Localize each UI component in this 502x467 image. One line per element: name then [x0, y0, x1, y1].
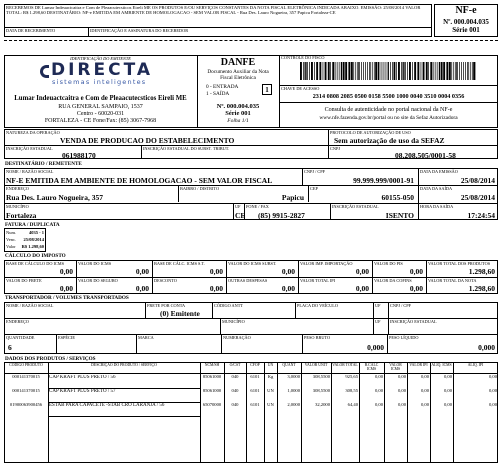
column-header: CFOP — [250, 363, 260, 367]
tax-label: VALOR DO PIS — [374, 260, 403, 266]
table-cell: 3,0000 — [287, 375, 300, 379]
nature-label: NATUREZA DA OPERAÇÃO — [6, 129, 60, 135]
column-header: ALÍQ. ICMS — [431, 363, 452, 367]
tax-label: OUTRAS DESPESAS — [228, 277, 268, 283]
table-cell: 85061000 — [202, 389, 222, 393]
invoice-section-title: FATURA / DUPLICATA — [5, 221, 60, 228]
fisco-control-label: CONTROLE DO FISCO — [281, 55, 325, 60]
tax-value: 0,00 — [355, 267, 369, 276]
invoice-due: 25/08/2014 — [23, 237, 44, 242]
exit-date-label: DATA DA SAÍDA — [420, 185, 453, 191]
tax-label: BASE DE CÁLCULO DO ICMS — [6, 260, 65, 266]
column-header: ALÍQ. IPI — [467, 363, 484, 367]
invoice-value-label: Valor — [6, 244, 16, 249]
column-header: UN — [267, 363, 274, 367]
carrier-cnpj-label: CNPJ / CPF — [390, 302, 412, 308]
cnpj-label: CNPJ — [330, 145, 341, 151]
tax-value: 0,00 — [135, 284, 149, 293]
tax-value: 1.298,60 — [468, 267, 495, 276]
table-cell: 01900063900456 — [9, 403, 43, 407]
danfe-number: Nº. 000.004.035 — [216, 103, 260, 110]
invoice-num-label: Num. — [6, 230, 17, 235]
protocol-value: Sem autorização de uso da SEFAZ — [334, 136, 445, 145]
receipt-nfe-series: Série 001 — [452, 26, 480, 34]
tax-label: VALOR TOTAL DOS PRODUTOS — [428, 260, 491, 266]
table-cell: Kg — [267, 375, 274, 379]
recipient-phone: (85) 9915-2827 — [258, 210, 305, 220]
table-cell: 040 — [231, 389, 239, 393]
quantity-label: QUANTIDADE — [6, 334, 35, 340]
recipient-uf: CE — [235, 210, 246, 220]
exit-hour-label: HORA DA SAÍDA — [420, 203, 454, 209]
column-header: VALOR IPI — [409, 363, 428, 367]
danfe-saida: 1 - SAÍDA — [206, 91, 230, 97]
receipt-nfe-number: Nº. 000.004.035 — [443, 18, 489, 26]
tax-label: BASE DE CÁLC. ICMS S.T. — [154, 260, 205, 266]
ie-label: INSCRIÇÃO ESTADUAL — [6, 145, 53, 151]
plate-label: PLACA DO VEÍCULO — [297, 302, 338, 308]
table-cell: 0,00 — [420, 403, 429, 407]
invoice-due-label: Venc. — [6, 237, 17, 242]
freight-value: (0) Emitente — [160, 308, 200, 318]
access-key-label: CHAVE DE ACESSO — [281, 85, 320, 91]
tax-value: 0,00 — [409, 284, 423, 293]
receipt-date-label: DATA DE RECEBIMENTO — [6, 27, 56, 33]
tax-value: 0,00 — [59, 267, 73, 276]
column-header: VALOR TOTAL — [332, 363, 358, 367]
table-cell: 32,2000 — [315, 403, 330, 407]
protocol-label: PROTOCOLO DE AUTORIZAÇÃO DE USO — [330, 129, 411, 135]
tax-label: VALOR DO FRETE — [6, 277, 42, 283]
recipient-name-label: NOME / RAZÃO SOCIAL — [6, 168, 54, 174]
quantity-value: 6 — [8, 342, 12, 352]
receipt-text: RECEBEMOS DE Lumar Indeuactcaitra e Com de Pleaacutecsticos Eireli ME OS PRODUTOS E/OU SERVIÇOS CONSTANTES DA NOTA FISCAL ELETRÔNICA INDICADA ABAIXO. EMISSÃO: 25/08/2014 VALOR TOTAL: R$ 1.298,60 DESTINATÁRIO: NF-e EMITIDA EM AMBIENTE DE HOMOLOGACAO - SEM VALOR FISCAL - Rua Des. Lauro Nogueira, 357 Papicu Fortaleza-CE — [6, 5, 421, 16]
recipient-district: Papicu — [281, 193, 304, 202]
table-cell: 65070000 — [202, 403, 222, 407]
column-header: B.CÁLC ICMS — [364, 363, 379, 371]
table-cell: 040 — [231, 375, 239, 379]
table-cell: 0,00 — [374, 375, 383, 379]
brand-label: MARCA — [138, 334, 154, 340]
exit-date: 25/08/2014 — [460, 193, 495, 202]
recipient-phone-label: FONE / FAX — [246, 203, 269, 209]
iest-label: INSCRIÇÃO ESTADUAL DO SUBST. TRIBUT. — [143, 145, 230, 151]
table-cell: 0,00 — [488, 389, 497, 393]
recipient-ie: ISENTO — [385, 210, 414, 220]
ie-value: 061988170 — [62, 150, 96, 160]
danfe-entrada: 0 - ENTRADA — [206, 84, 239, 90]
nature-value: VENDA DE PRODUCAO DO ESTABELECIMENTO — [60, 136, 235, 145]
table-cell: 000141370015 — [12, 389, 40, 393]
recipient-city-label: MUNICÍPIO — [6, 203, 29, 209]
tax-value: 0,00 — [281, 284, 295, 293]
table-cell: 1,0000 — [287, 389, 300, 393]
table-cell: 0,00 — [443, 403, 452, 407]
gross-weight-label: PESO BRUTO — [304, 334, 331, 340]
tax-section-title: CÁLCULO DO IMPOSTO — [5, 253, 66, 259]
carrier-name-label: NOME / RAZÃO SOCIAL — [6, 302, 54, 308]
antt-label: CÓDIGO ANTT — [214, 302, 244, 308]
tax-label: DESCONTO — [154, 277, 177, 283]
table-cell: 6101 — [250, 403, 260, 407]
emission-date: 25/08/2014 — [460, 176, 495, 185]
danfe-series: Série 001 — [225, 110, 251, 117]
table-cell: 85061000 — [202, 375, 222, 379]
recipient-ie-label: INSCRIÇÃO ESTADUAL — [332, 203, 379, 209]
logo-mark-icon — [40, 65, 49, 78]
table-cell: 6101 — [250, 375, 260, 379]
recipient-address-label: ENDEREÇO — [6, 185, 29, 191]
access-key: 2314 0808 2085 0500 0158 5500 1000 0040 3510 0004 0356 — [312, 93, 465, 100]
recipient-uf-label: UF — [235, 203, 241, 209]
tax-value: 0,00 — [355, 284, 369, 293]
table-cell: 0,00 — [488, 375, 497, 379]
recipient-cep: 60155-050 — [381, 193, 414, 202]
recipient-district-label: BAIRRO / DISTRITO — [180, 185, 220, 191]
tax-label: VALOR DO SEGURO — [78, 277, 118, 283]
carrier-ie-label: INSCRIÇÃO ESTADUAL — [390, 318, 437, 324]
carrier-uf-label: UF — [375, 302, 381, 308]
column-header: VALOR ICMS — [389, 363, 402, 371]
danfe-type-box: 1 — [262, 84, 272, 95]
tax-value: 0,00 — [59, 284, 73, 293]
carrier-uf-label-2: UF — [375, 318, 381, 324]
column-header: NCM/SH — [204, 363, 220, 367]
tax-label: VALOR IMP. IMPORTAÇÃO — [300, 260, 353, 266]
column-header: CÓDIGO PRODUTO — [9, 363, 43, 367]
logo-text: DIRECTA — [51, 60, 154, 80]
tax-label: VALOR TOTAL IPI — [300, 277, 336, 283]
freight-label: FRETE POR CONTA — [147, 302, 186, 308]
tax-value: 0,00 — [209, 267, 223, 276]
cnpj-value: 08.208.505/0001-58 — [395, 150, 456, 160]
net-weight: 0,000 — [478, 342, 495, 352]
table-cell: 0,00 — [397, 389, 406, 393]
tax-label: VALOR DO ICMS — [78, 260, 112, 266]
table-cell: 6101 — [250, 389, 260, 393]
recipient-cnpj-label: CNPJ / CPF — [304, 168, 326, 174]
recipient-address: Rua Des. Lauro Nogueira, 357 — [6, 193, 103, 202]
column-header: QUANT — [282, 363, 296, 367]
table-cell: 0,00 — [488, 403, 497, 407]
recipient-cnpj: 99.999.999/0001-91 — [353, 176, 414, 185]
table-cell: 0,00 — [443, 389, 452, 393]
table-cell: 0,00 — [420, 389, 429, 393]
emitter-id-label: IDENTIFICAÇÃO DO EMITENTE — [70, 56, 131, 61]
receipt-nfe-title: NF-e — [455, 5, 477, 16]
danfe-desc-2: Fiscal Eletrônica — [220, 75, 256, 81]
tax-value: 1.298,60 — [468, 284, 495, 293]
table-cell: 308,5500 — [312, 375, 330, 379]
table-cell: 64,40 — [347, 403, 358, 407]
column-header: VALOR UNIT — [304, 363, 328, 367]
transport-section-title: TRANSPORTADOR / VOLUMES TRANSPORTADOS — [5, 295, 129, 301]
table-cell: CAP KRAFT PLUS PRETO / 56 — [49, 375, 116, 380]
table-cell: 2,0000 — [287, 403, 300, 407]
table-cell: 0,00 — [374, 389, 383, 393]
tax-value: 0,00 — [409, 267, 423, 276]
column-header: O/CST — [229, 363, 241, 367]
cut-line — [4, 40, 498, 41]
recipient-cep-label: CEP — [310, 185, 318, 191]
receipt-sign-label: IDENTIFICAÇÃO E ASSINATURA DO RECEBEDOR — [90, 27, 189, 33]
danfe-desc-1: Documento Auxiliar da Nota — [207, 69, 269, 75]
logo-subtext: sistemas inteligentes — [52, 78, 147, 86]
table-cell: 0,00 — [374, 403, 383, 407]
tax-label: VALOR TOTAL DA NOTA — [428, 277, 477, 283]
tax-label: VALOR DA COFINS — [374, 277, 412, 283]
carrier-address-label: ENDEREÇO — [6, 318, 29, 324]
emitter-city: FORTALEZA - CE Fone/Fax: (85) 3067-7968 — [44, 118, 157, 124]
table-cell: 040 — [231, 403, 239, 407]
table-cell: CAP KRAFT PLUS PRETO / 57 — [49, 389, 116, 394]
danfe-page: Folha 1/1 — [227, 118, 249, 124]
table-cell: 0,00 — [443, 375, 452, 379]
table-cell: 000141370015 — [12, 375, 40, 379]
table-cell: UN — [267, 389, 274, 393]
gross-weight: 0,000 — [367, 342, 384, 352]
numbering-label: NUMERAÇÃO — [223, 334, 251, 340]
exit-hour: 17:24:54 — [467, 210, 495, 220]
column-header: DESCRIÇÃO DO PRODUTO / SERVIÇO — [91, 363, 157, 367]
emitter-district: Centro - 60020-031 — [76, 111, 125, 117]
tax-value: 0,00 — [209, 284, 223, 293]
recipient-city: Fortaleza — [6, 210, 37, 220]
emission-date-label: DATA DA EMISSÃO — [420, 168, 458, 174]
emitter-street: RUA GENERAL SAMPAIO, 1537 — [58, 104, 143, 110]
recipient-name: NF-E EMITIDA EM AMBIENTE DE HOMOLOGACAO - SEM VALOR FISCAL — [6, 176, 273, 185]
species-label: ESPÉCIE — [58, 334, 75, 340]
table-cell: ESTAB PARA CAPACETE -STAB CRO LARANJA / 56 — [49, 403, 165, 408]
table-cell: 308,5500 — [312, 389, 330, 393]
table-cell: 0,00 — [397, 403, 406, 407]
danfe-title: DANFE — [220, 57, 256, 68]
net-weight-label: PESO LÍQUIDO — [389, 334, 419, 340]
emitter-name: Lumar Indeuactcaitra e Com de Pleaacutecsticos Eireli ME — [14, 95, 187, 102]
table-cell: 0,00 — [397, 375, 406, 379]
carrier-city-label: MUNICÍPIO — [222, 318, 245, 324]
table-cell: UN — [267, 403, 274, 407]
products-section-title: DADOS DOS PRODUTOS / SERVIÇOS — [5, 355, 96, 362]
table-cell: 308,55 — [345, 389, 358, 393]
tax-value: 0,00 — [281, 267, 295, 276]
recipient-section-title: DESTINATÁRIO / REMETENTE — [5, 161, 82, 167]
invoice-num: 4035 - 1 — [29, 230, 44, 235]
tax-value: 0,00 — [135, 267, 149, 276]
consult-line-1: Consulta de autenticidade no portal nacional da NF-e — [324, 107, 453, 113]
directa-logo — [40, 62, 170, 86]
table-cell: 0,00 — [420, 375, 429, 379]
consult-line-2: www.nfe.fazenda.gov.br/portal ou no site da Sefaz Autorizadora — [319, 115, 458, 121]
table-cell: 925,65 — [345, 375, 358, 379]
tax-label: VALOR DO ICMS SUBST. — [228, 260, 277, 266]
barcode — [300, 62, 476, 80]
invoice-value: R$ 1.298,60 — [21, 244, 44, 249]
